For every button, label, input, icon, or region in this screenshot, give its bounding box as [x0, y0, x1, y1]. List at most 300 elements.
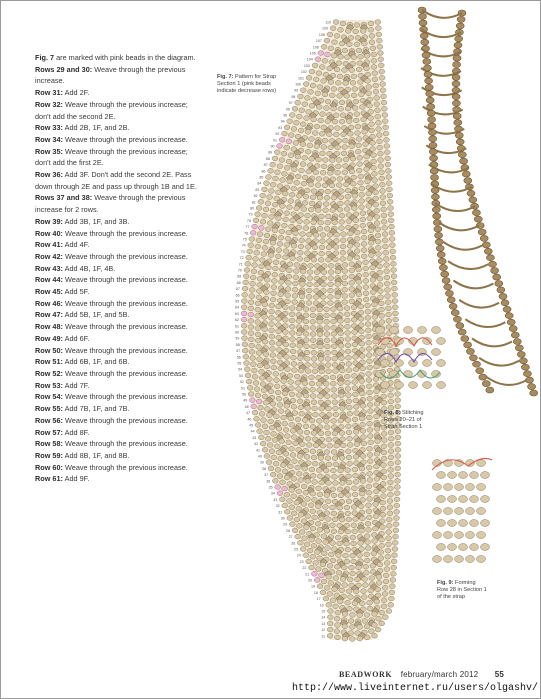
fig8-caption	[384, 410, 434, 432]
seed-bead	[255, 313, 261, 318]
seed-bead	[283, 330, 289, 335]
seed-bead	[294, 374, 300, 379]
fig7-caption-lead: Fig. 7:	[217, 74, 234, 80]
fig9-bead	[481, 472, 490, 479]
photo-bead	[431, 194, 439, 200]
row-label: Row 32:	[35, 99, 63, 109]
seed-bead	[377, 258, 383, 263]
row-text: Add 7B, 1F, and 7B.	[62, 404, 130, 414]
seed-bead	[332, 220, 338, 225]
seed-bead	[345, 106, 351, 111]
seed-bead	[368, 629, 374, 634]
seed-bead	[360, 366, 366, 371]
seed-bead	[377, 283, 383, 288]
seed-bead	[284, 492, 290, 497]
seed-bead	[383, 573, 389, 578]
seed-bead	[282, 223, 288, 228]
fig8-bead	[395, 360, 404, 367]
photo-bead	[445, 290, 453, 296]
seed-bead	[280, 480, 286, 485]
pink-bead	[314, 578, 320, 583]
seed-bead	[336, 553, 342, 558]
seed-bead	[324, 332, 330, 337]
seed-bead	[332, 400, 338, 405]
row-label: Row 49:	[35, 333, 63, 343]
seed-bead	[316, 157, 322, 162]
seed-bead	[381, 438, 387, 443]
seed-bead	[302, 155, 308, 160]
seed-bead	[300, 547, 306, 552]
seed-bead	[329, 158, 335, 163]
seed-bead	[360, 391, 366, 396]
seed-bead	[255, 423, 261, 428]
seed-bead	[284, 404, 290, 409]
seed-bead	[246, 379, 252, 384]
seed-bead	[351, 175, 357, 180]
fig9-bead	[437, 496, 446, 503]
fig9-bead	[466, 532, 475, 539]
fig9-bead	[470, 544, 479, 551]
fig9-bead	[448, 496, 457, 503]
seed-bead	[388, 602, 394, 607]
seed-bead	[306, 559, 312, 564]
seed-bead	[321, 534, 327, 539]
seed-bead	[367, 421, 373, 426]
seed-bead	[290, 337, 296, 342]
seed-bead	[248, 300, 254, 305]
seed-bead	[303, 424, 309, 429]
seed-bead	[308, 263, 314, 268]
seed-bead	[324, 585, 330, 590]
seed-bead	[364, 613, 370, 618]
seed-bead	[324, 425, 330, 430]
pink-bead	[249, 398, 255, 403]
seed-bead	[361, 435, 367, 440]
seed-bead	[374, 221, 380, 226]
row-number-label: 101	[298, 76, 304, 81]
seed-bead	[378, 151, 384, 156]
seed-bead	[364, 154, 370, 159]
photo-bead	[461, 336, 469, 342]
seed-bead	[353, 367, 359, 372]
seed-bead	[377, 38, 383, 43]
seed-bead	[268, 419, 274, 424]
seed-bead	[322, 158, 328, 163]
seed-bead	[297, 257, 303, 262]
seed-bead	[343, 138, 349, 143]
seed-bead	[287, 179, 293, 184]
seed-bead	[268, 168, 274, 173]
seed-bead	[287, 499, 293, 504]
row-text: Add 2F.	[62, 88, 90, 98]
seed-bead	[373, 526, 379, 531]
seed-bead	[370, 290, 376, 295]
seed-bead	[360, 422, 366, 427]
seed-bead	[261, 252, 267, 257]
seed-bead	[377, 562, 383, 567]
seed-bead	[333, 604, 339, 609]
photo-bead	[515, 345, 523, 351]
seed-bead	[309, 156, 315, 161]
row-label: Row 51:	[35, 357, 63, 367]
seed-bead	[340, 443, 346, 448]
seed-bead	[310, 473, 316, 478]
seed-bead	[320, 562, 326, 567]
seed-bead	[341, 232, 347, 237]
seed-bead	[325, 119, 331, 124]
photo-bead-strand	[453, 281, 493, 289]
row-label: Row 60:	[35, 462, 63, 472]
seed-bead	[338, 319, 344, 324]
row-number-label: 30	[280, 516, 285, 521]
seed-bead	[311, 400, 317, 405]
seed-bead	[331, 344, 337, 349]
seed-bead	[324, 326, 330, 331]
seed-bead	[291, 511, 297, 516]
row-number-label: 39	[259, 460, 264, 465]
seed-bead	[315, 91, 321, 96]
fig8-bead	[423, 338, 432, 345]
seed-bead	[338, 381, 344, 386]
seed-bead	[375, 20, 381, 25]
seed-bead	[378, 550, 384, 555]
seed-bead	[296, 523, 302, 528]
row-number-label: 33	[273, 497, 278, 502]
seed-bead	[305, 369, 311, 374]
seed-bead	[310, 387, 316, 392]
seed-bead	[282, 171, 288, 176]
seed-bead	[297, 250, 303, 255]
seed-bead	[338, 468, 344, 473]
seed-bead	[299, 442, 305, 447]
seed-bead	[344, 312, 350, 317]
seed-bead	[328, 276, 334, 281]
seed-bead	[347, 411, 353, 416]
photo-bead	[435, 232, 443, 238]
seed-bead	[322, 92, 328, 97]
seed-bead	[337, 94, 343, 99]
seed-bead	[366, 490, 372, 495]
row-text: Add 8B, 1F, and 8B.	[62, 450, 130, 460]
seed-bead	[244, 361, 250, 366]
seed-bead	[337, 207, 343, 212]
seed-bead	[309, 375, 315, 380]
seed-bead	[355, 131, 361, 136]
seed-bead	[361, 595, 367, 600]
seed-bead	[275, 170, 281, 175]
seed-bead	[346, 399, 352, 404]
seed-bead	[308, 207, 314, 212]
seed-bead	[388, 443, 394, 448]
seed-bead	[372, 612, 378, 617]
seed-bead	[354, 230, 360, 235]
seed-bead	[291, 186, 297, 191]
seed-bead	[298, 478, 304, 483]
photo-bead	[419, 13, 427, 19]
seed-bead	[289, 392, 295, 397]
seed-bead	[387, 193, 393, 198]
seed-bead	[254, 387, 260, 392]
row-number-label: 61	[235, 324, 239, 329]
seed-bead	[249, 349, 255, 354]
seed-bead	[282, 421, 288, 426]
seed-bead	[385, 294, 391, 299]
seed-bead	[357, 553, 363, 558]
seed-bead	[335, 145, 341, 150]
row-number-label: 92	[275, 132, 280, 137]
seed-bead	[386, 536, 392, 541]
seed-bead	[384, 567, 390, 572]
seed-bead	[383, 244, 389, 249]
seed-bead	[290, 218, 296, 223]
seed-bead	[352, 330, 358, 335]
seed-bead	[317, 492, 323, 497]
seed-bead	[317, 527, 323, 532]
seed-bead	[386, 318, 392, 323]
row-number-label: 26	[291, 541, 296, 546]
seed-bead	[264, 290, 270, 295]
seed-bead	[379, 75, 385, 80]
photo-bead	[455, 36, 463, 42]
seed-bead	[338, 54, 344, 59]
seed-bead	[297, 399, 303, 404]
seed-bead	[350, 553, 356, 558]
seed-bead	[300, 282, 306, 287]
photo-bead	[493, 274, 501, 280]
seed-bead	[270, 162, 276, 167]
seed-bead	[316, 177, 322, 182]
seed-bead	[320, 295, 326, 300]
fig9-bead	[444, 484, 453, 491]
seed-bead	[248, 337, 254, 342]
seed-bead	[375, 627, 381, 632]
seed-bead	[277, 403, 283, 408]
seed-bead	[360, 454, 366, 459]
seed-bead	[387, 199, 393, 204]
seed-bead	[335, 126, 341, 131]
row-label: Row 61:	[35, 474, 63, 484]
row-number-label: 90	[270, 144, 275, 149]
seed-bead	[346, 480, 352, 485]
seed-bead	[255, 212, 261, 217]
seed-bead	[298, 512, 304, 517]
fig9-bead	[455, 484, 464, 491]
seed-bead	[333, 20, 339, 25]
seed-bead	[356, 67, 362, 72]
seed-bead	[327, 563, 333, 568]
seed-bead	[392, 540, 398, 545]
seed-bead	[324, 338, 330, 343]
seed-bead	[334, 564, 340, 569]
seed-bead	[342, 170, 348, 175]
seed-bead	[289, 422, 295, 427]
seed-bead	[274, 444, 280, 449]
seed-bead	[351, 55, 357, 60]
row-number-label: 93	[278, 125, 282, 130]
seed-bead	[311, 357, 317, 362]
seed-bead	[279, 439, 285, 444]
row-number-label: 109	[322, 26, 328, 31]
seed-bead	[324, 319, 330, 324]
seed-bead	[374, 364, 380, 369]
seed-bead	[249, 294, 255, 299]
fig9-bead	[433, 556, 442, 563]
seed-bead	[299, 238, 305, 243]
fig9-bead	[477, 484, 486, 491]
seed-bead	[266, 413, 272, 418]
row-label: Row 39:	[35, 216, 63, 226]
seed-bead	[273, 260, 279, 265]
seed-bead	[318, 456, 324, 461]
seed-bead	[359, 192, 365, 197]
seed-bead	[388, 436, 394, 441]
photo-bead	[429, 149, 437, 155]
photo-bead-strand	[472, 339, 512, 347]
seed-bead	[373, 502, 379, 507]
seed-bead	[306, 288, 312, 293]
seed-bead	[366, 353, 372, 358]
row-text: Weave through the previous increase.	[62, 134, 188, 144]
seed-bead	[384, 150, 390, 155]
row-label: Rows 29 and 30:	[35, 64, 93, 74]
pink-bead	[282, 486, 288, 491]
seed-bead	[346, 393, 352, 398]
seed-bead	[366, 340, 372, 345]
seed-bead	[344, 94, 350, 99]
seed-bead	[317, 307, 323, 312]
seed-bead	[387, 511, 393, 516]
seed-bead	[374, 208, 380, 213]
seed-bead	[395, 466, 401, 471]
seed-bead	[324, 394, 330, 399]
seed-bead	[354, 243, 360, 248]
seed-bead	[292, 528, 298, 533]
seed-bead	[391, 559, 397, 564]
seed-bead	[299, 168, 305, 173]
seed-bead	[363, 285, 369, 290]
seed-bead	[284, 475, 290, 480]
seed-bead	[381, 431, 387, 436]
row-label: Row 43:	[35, 263, 63, 273]
seed-bead	[352, 87, 358, 92]
seed-bead	[253, 257, 259, 262]
seed-bead	[299, 294, 305, 299]
seed-bead	[272, 438, 278, 443]
seed-bead	[363, 142, 369, 147]
row-number-label: 59	[235, 336, 240, 341]
seed-bead	[317, 319, 323, 324]
seed-bead	[335, 635, 341, 640]
seed-bead	[320, 170, 326, 175]
seed-bead	[324, 106, 330, 111]
photo-bead-strand	[422, 10, 462, 18]
row-number-label: 69	[237, 274, 242, 279]
seed-bead	[307, 270, 313, 275]
seed-bead	[356, 168, 362, 173]
photo-bead	[426, 97, 434, 103]
seed-bead	[311, 543, 317, 548]
seed-bead	[374, 426, 380, 431]
seed-bead	[354, 249, 360, 254]
seed-bead	[319, 480, 325, 485]
seed-bead	[309, 69, 315, 74]
seed-bead	[340, 250, 346, 255]
pink-bead	[241, 311, 247, 316]
seed-bead	[339, 456, 345, 461]
seed-bead	[293, 141, 299, 146]
seed-bead	[250, 356, 256, 361]
seed-bead	[345, 194, 351, 199]
seed-bead	[289, 192, 295, 197]
seed-bead	[378, 301, 384, 306]
pink-bead	[275, 485, 281, 490]
seed-bead	[325, 350, 331, 355]
seed-bead	[295, 417, 301, 422]
seed-bead	[325, 357, 331, 362]
row-text: Weave through the previous increase.	[62, 275, 188, 285]
seed-bead	[289, 505, 295, 510]
seed-bead	[323, 208, 329, 213]
seed-bead	[293, 231, 299, 236]
seed-bead	[393, 534, 399, 539]
seed-bead	[332, 40, 338, 45]
seed-bead	[371, 65, 377, 70]
seed-bead	[302, 536, 308, 541]
seed-bead	[258, 199, 264, 204]
seed-bead	[381, 444, 387, 449]
seed-bead	[289, 331, 295, 336]
row-number-label: 74	[241, 243, 246, 248]
seed-bead	[322, 138, 328, 143]
seed-bead	[365, 328, 371, 333]
seed-bead	[276, 426, 282, 431]
seed-bead	[255, 393, 261, 398]
seed-bead	[310, 509, 316, 514]
seed-bead	[247, 385, 253, 390]
seed-bead	[241, 299, 247, 304]
photo-bead-strand	[435, 203, 475, 211]
seed-bead	[333, 481, 339, 486]
seed-bead	[358, 504, 364, 509]
row-number-label: 54	[238, 367, 243, 372]
seed-bead	[385, 554, 391, 559]
seed-bead	[367, 453, 373, 458]
seed-bead	[311, 189, 317, 194]
seed-bead	[262, 213, 268, 218]
seed-bead	[242, 336, 248, 341]
seed-bead	[339, 356, 345, 361]
row-text: Weave through the previous increase; don't add the first 2E.	[35, 146, 188, 168]
seed-bead	[331, 106, 337, 111]
seed-bead	[304, 454, 310, 459]
seed-bead	[361, 441, 367, 446]
seed-bead	[320, 239, 326, 244]
seed-bead	[345, 468, 351, 473]
seed-bead	[289, 488, 295, 493]
seed-bead	[373, 89, 379, 94]
row-text: Weave through the previous increase.	[62, 392, 188, 402]
seed-bead	[303, 490, 309, 495]
seed-bead	[355, 124, 361, 129]
seed-bead	[364, 66, 370, 71]
seed-bead	[349, 68, 355, 73]
photo-bead	[425, 78, 433, 84]
seed-bead	[346, 589, 352, 594]
seed-bead	[342, 263, 348, 268]
seed-bead	[256, 295, 262, 300]
fig9-bead	[481, 520, 490, 527]
seed-bead	[264, 454, 270, 459]
